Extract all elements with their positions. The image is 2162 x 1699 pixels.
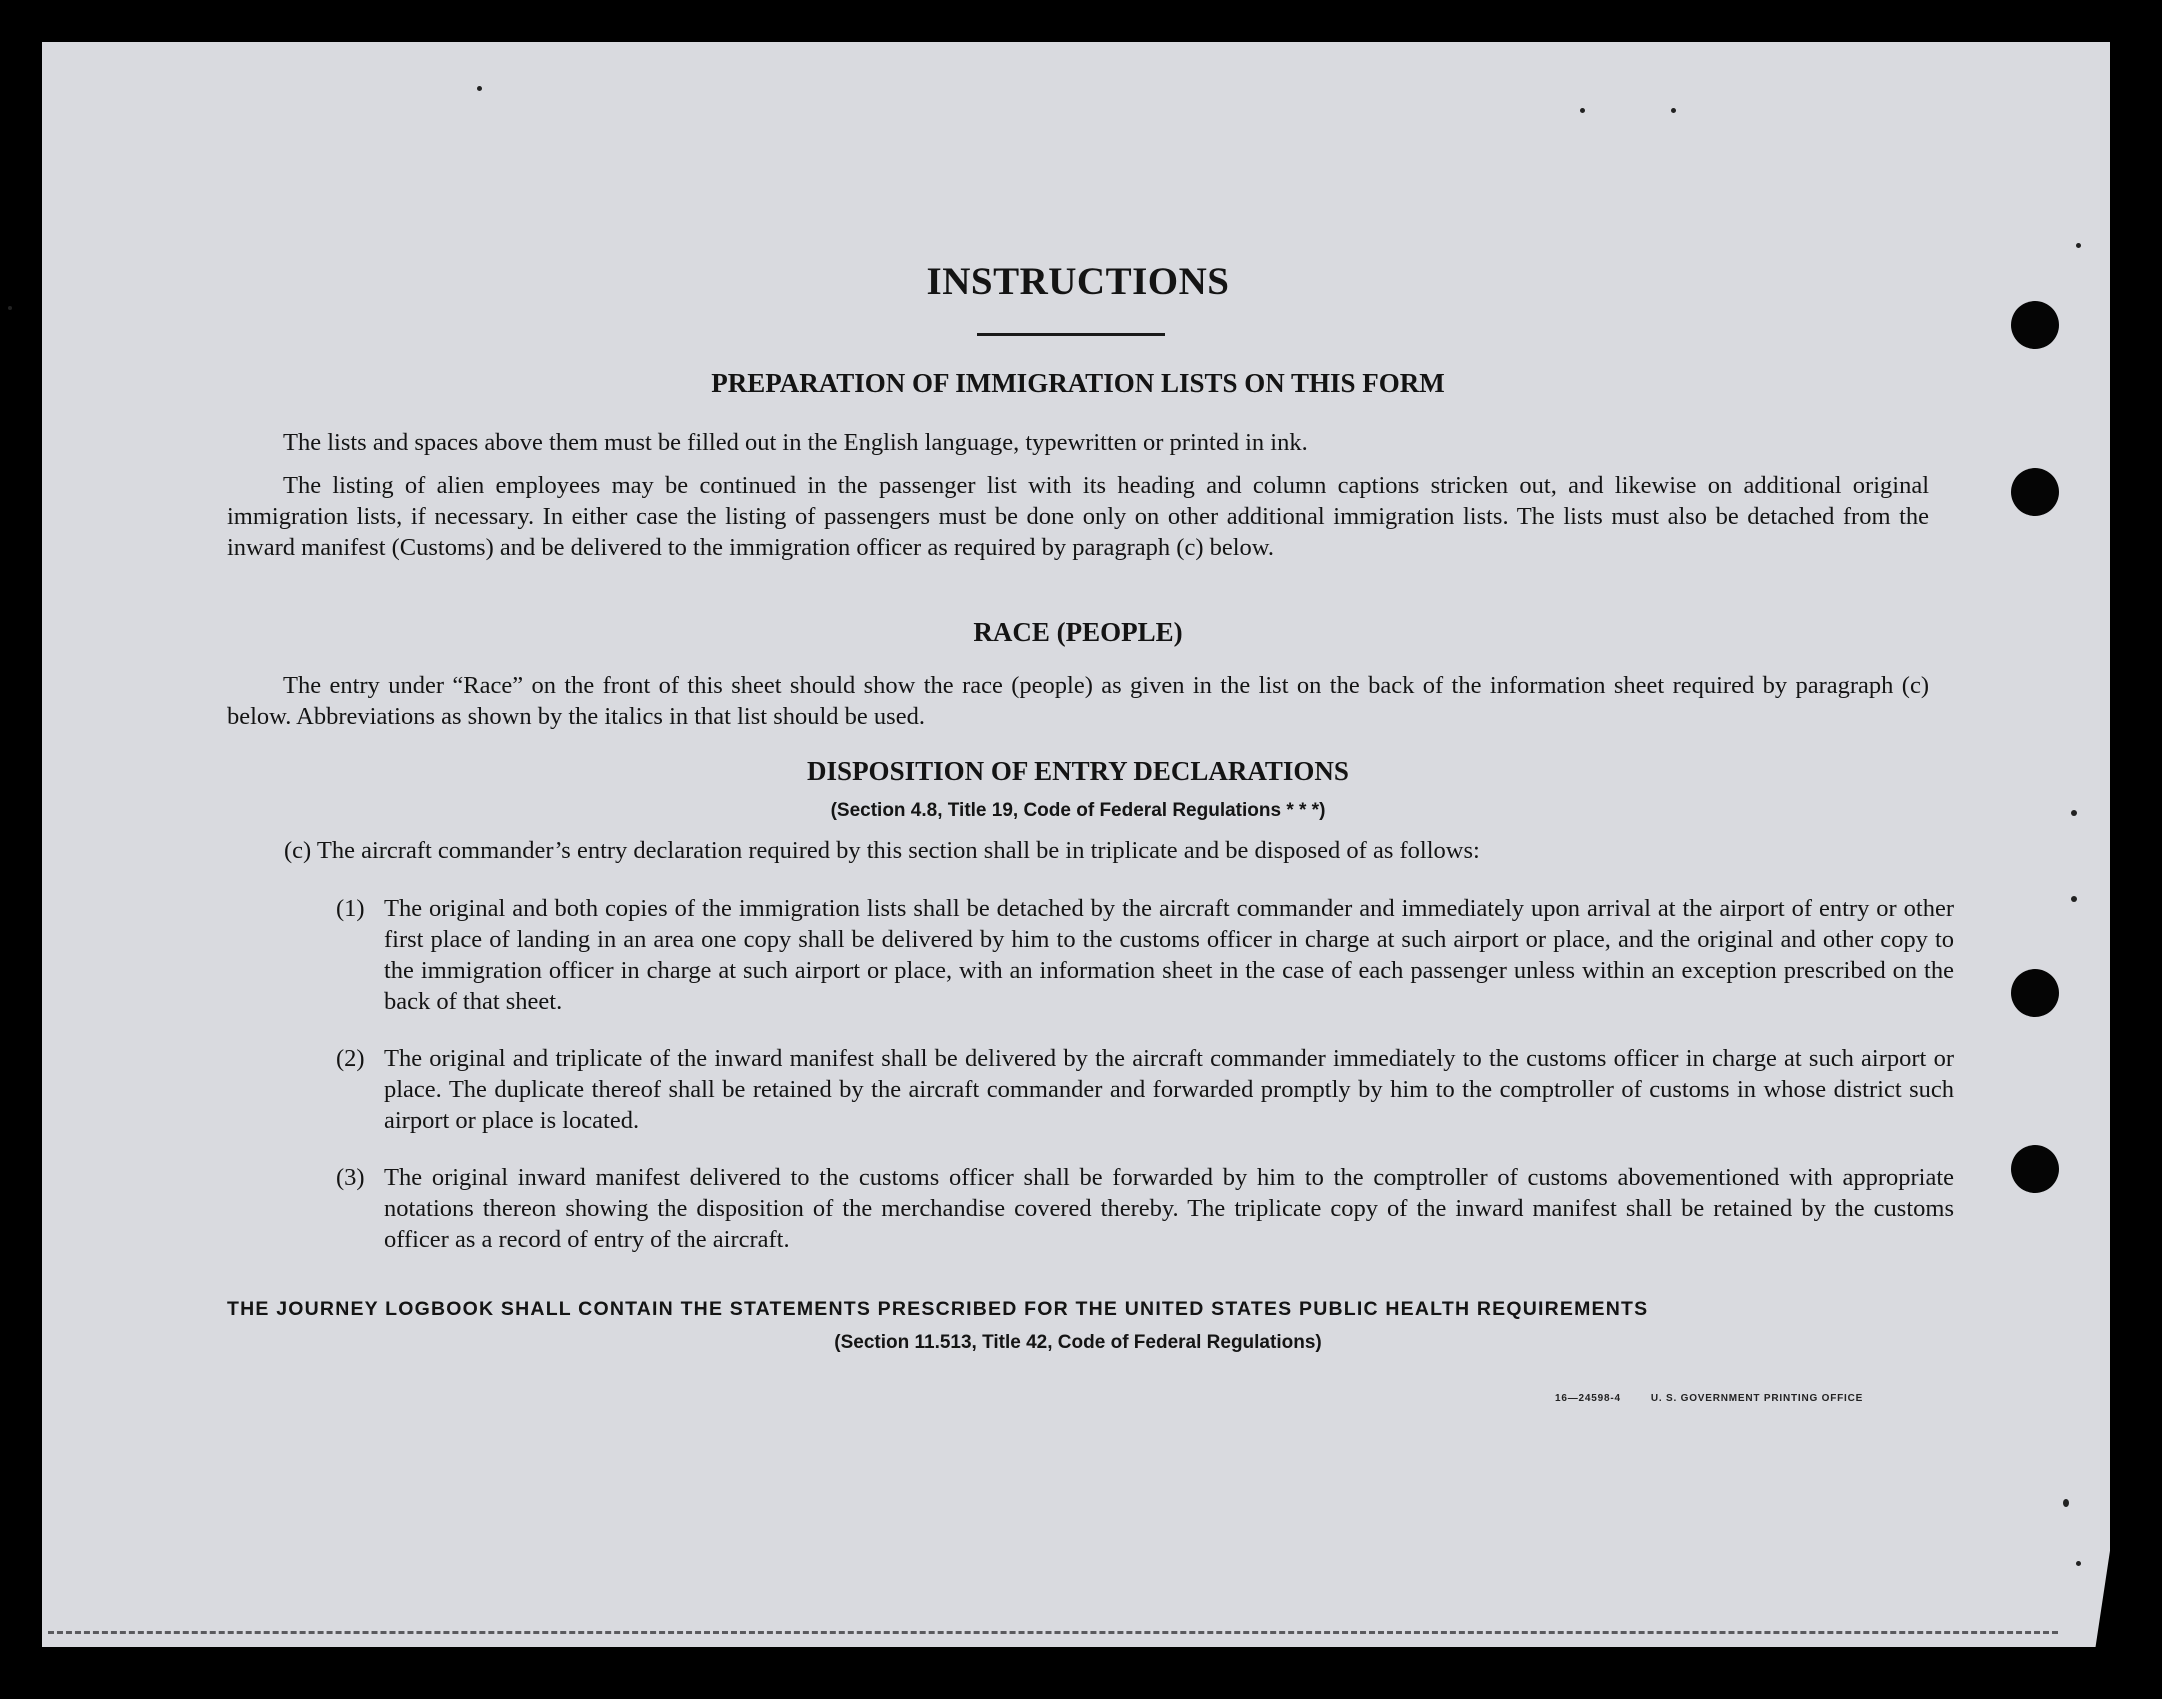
section-citation: (Section 4.8, Title 19, Code of Federal Regulations * * *) xyxy=(830,800,1326,821)
sub-item-text: The original and both copies of the immigration lists shall be detached by the aircraft commander and immediately upon arrival at the airport of entry or other first place of landing in an area one copy shall be delivered by him to the customs officer in charge at such airport or place, and the original and other copy to the immigration officer in charge at such airport or place, with an information sheet in the case of each passenger unless within an exception prescribed on the back of that sheet. xyxy=(384,895,1954,1015)
section-heading-preparation: PREPARATION OF IMMIGRATION LISTS ON THIS FORM xyxy=(711,368,1445,398)
speck xyxy=(2071,810,2077,816)
public-health-statement: THE JOURNEY LOGBOOK SHALL CONTAIN THE STATEMENTS PRESCRIBED FOR THE UNITED STATES PUBLIC HEALTH REQUIREMENTS xyxy=(227,1298,1649,1320)
footer-citation: (Section 11.513, Title 42, Code of Federal Regulations) xyxy=(834,1332,1322,1353)
sub-item-number: (1) xyxy=(336,895,365,922)
perforation-line xyxy=(48,1631,2058,1634)
sub-item-1 xyxy=(336,893,1954,1017)
sub-item-number: (3) xyxy=(336,1164,365,1191)
speck xyxy=(2063,1499,2069,1507)
punch-hole xyxy=(2011,468,2059,516)
sub-item-number: (2) xyxy=(336,1045,365,1072)
printing-info xyxy=(1555,1393,1863,1404)
item-c: (c) The aircraft commander’s entry declaration required by this section shall be in triplicate and be disposed of as follows: xyxy=(284,837,1480,864)
punch-hole xyxy=(2011,969,2059,1017)
sub-item-text: The original inward manifest delivered to the customs officer shall be forwarded by him to the comptroller of customs abovementioned with appropriate notations thereon showing the disposition of the merchandise covered thereby. The triplicate copy of the inward manifest shall be retained by the customs officer as a record of entry of the aircraft. xyxy=(384,1164,1954,1253)
speck xyxy=(2076,243,2081,248)
speck xyxy=(1580,108,1585,113)
speck xyxy=(2076,1561,2081,1566)
title-underline xyxy=(977,333,1165,336)
punch-hole xyxy=(2011,301,2059,349)
section-heading-disposition: DISPOSITION OF ENTRY DECLARATIONS xyxy=(807,756,1349,786)
sub-item-2 xyxy=(336,1043,1954,1136)
speck xyxy=(2071,896,2077,902)
printer-name: U. S. GOVERNMENT PRINTING OFFICE xyxy=(1650,1393,1864,1404)
speck xyxy=(1671,108,1676,113)
form-number: 16—24598-4 xyxy=(1555,1393,1621,1404)
sub-item-text: The original and triplicate of the inward manifest shall be delivered by the aircraft commander immediately to the customs officer in charge at such airport or place. The duplicate thereof shall be retained by the aircraft commander and forwarded promptly by him to the comptroller of customs in whose district such airport or place is located. xyxy=(384,1045,1954,1134)
paragraph-alien-employees: The listing of alien employees may be continued in the passenger list with its heading and column captions stricken out, and likewise on additional original immigration lists, if necessary. In either case the listing of passengers must be done only on other additional immigration lists. The lists must also be detached from the inward manifest (Customs) and be delivered to the immigration officer as required by paragraph (c) below. xyxy=(227,472,1929,561)
speck xyxy=(8,306,12,310)
punch-hole xyxy=(2011,1145,2059,1193)
paragraph-language: The lists and spaces above them must be filled out in the English language, typewritten or printed in ink. xyxy=(283,429,1308,456)
paragraph-race: The entry under “Race” on the front of this sheet should show the race (people) as given in the list on the back of the information sheet required by paragraph (c) below. Abbreviations as shown by the italics in that list should be used. xyxy=(227,672,1929,730)
speck xyxy=(477,86,482,91)
sub-item-3 xyxy=(336,1162,1954,1255)
document-title: INSTRUCTIONS xyxy=(926,260,1230,303)
section-heading-race: RACE (PEOPLE) xyxy=(973,617,1183,647)
